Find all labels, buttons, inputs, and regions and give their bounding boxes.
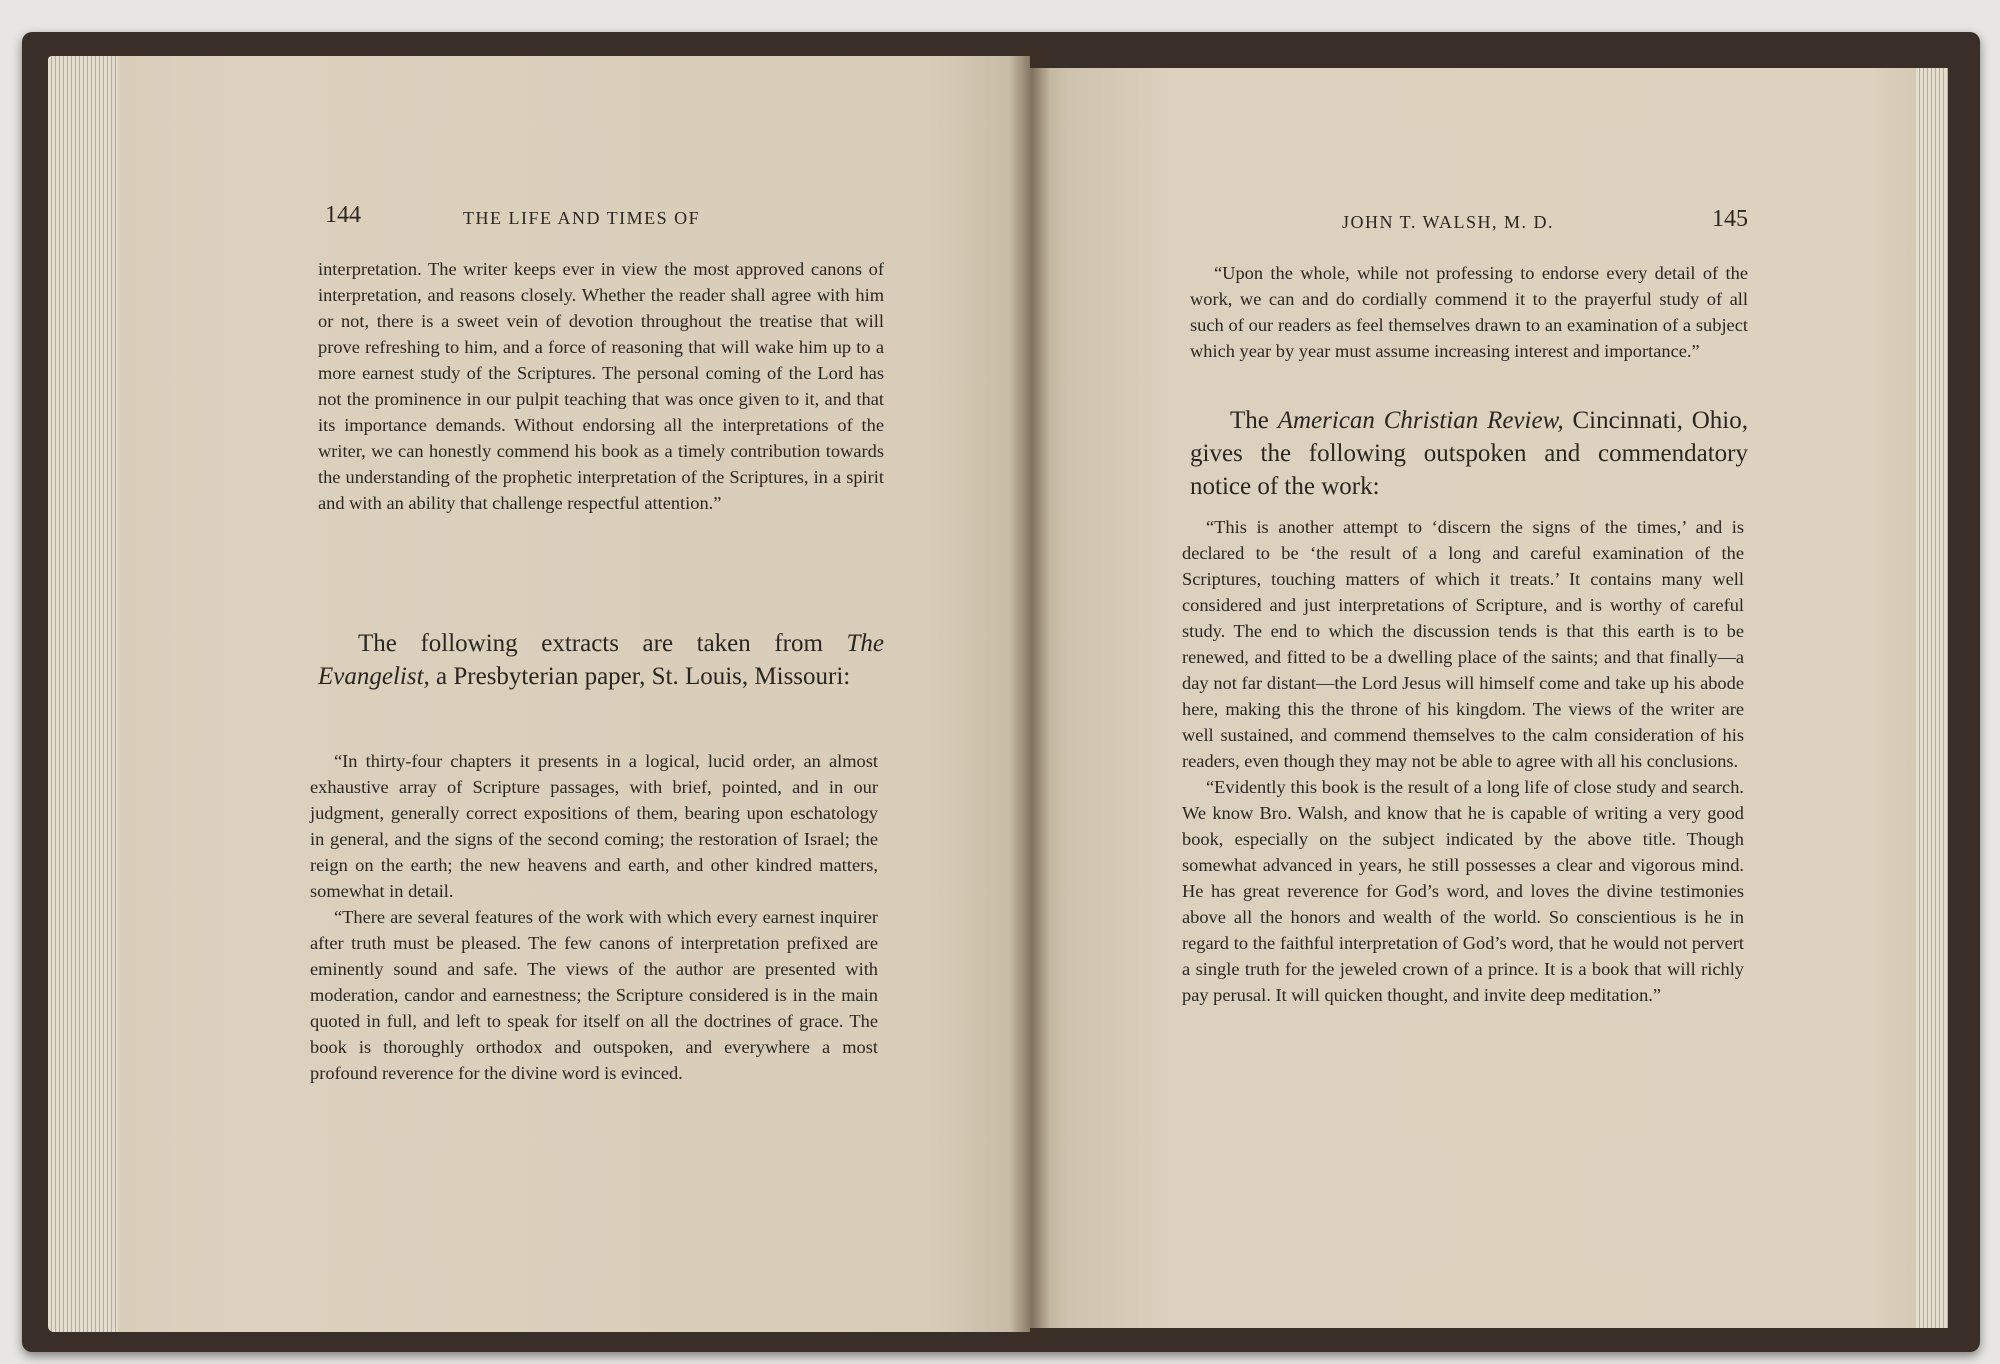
left-intro-after: a Presbyterian paper, St. Louis, Missouri: — [429, 663, 851, 690]
right-page-edges — [1916, 68, 1948, 1328]
right-top-paragraph: “Upon the whole, while not professing to endorse every detail of the work, we can and do cordially commend it to the prayerful study of all such of our readers as feel themselves drawn to an examination of a subject which year by year must assume increasing interest and importance.” — [1190, 263, 1748, 361]
right-page-number: 145 — [1712, 206, 1748, 232]
left-page-number: 144 — [325, 202, 361, 228]
book-gutter — [1010, 48, 1050, 1338]
left-quote-2: “There are several features of the work with which every earnest inquirer after truth must be pleased. The few canons of interpretation prefixed are eminently sound and safe. The views of the author are presented with moderation, candor and earnestness; the Scripture considered is in the main quoted in full, and left to speak for itself on all the doctrines of grace. The book is thoroughly orthodox and outspoken, and everywhere a most profound reverence for the divine word is evinced. — [310, 907, 878, 1083]
left-running-head: THE LIFE AND TIMES OF — [463, 208, 701, 228]
left-page-edges — [48, 56, 118, 1332]
left-top-paragraph-block — [318, 256, 884, 516]
right-intro-italic: American Christian Review, — [1277, 407, 1564, 434]
left-page — [48, 56, 1030, 1332]
right-quote-1: “This is another attempt to ‘discern the signs of the times,’ and is declared to be ‘the result of a long and careful examination of the Scriptures, touching matters of which it treats.’ It contains many well considered and just interpretations of Scripture, and is worthy of careful study. The end to which the discussion tends is that this earth is to be renewed, and fitted to be a dwelling place of the saints; and that finally—a day not far distant—the Lord Jesus will himself come and take up his abode here, making this the throne of his kingdom. The views of the writer are well sustained, and commend themselves to the calm consideration of his readers, even though they may not be able to agree with all his conclusions. — [1182, 517, 1744, 771]
left-intro-italic: The Evangelist, — [318, 630, 884, 690]
right-top-paragraph-block — [1190, 260, 1748, 364]
right-intro-before: The — [1230, 407, 1278, 434]
right-intro-paragraph — [1190, 404, 1748, 503]
left-intro-before: The following extracts are taken from — [358, 630, 847, 657]
left-top-paragraph: interpretation. The writer keeps ever in view the most approved canons of interpretation, and reasons closely. Whether the reader shall agree with him or not, there is a sweet vein of devotion throughout the treatise that will prove refreshing to him, and a force of reasoning that will wake him up to a more earnest study of the Scriptures. The personal coming of the Lord has not the prominence in our pulpit teaching that was once given to it, and that its importance demands. Without endorsing all the interpretations of the writer, we can honestly commend his book as a timely contribution towards the understanding of the prophetic interpretation of the Scriptures, in a spirit and with an ability that challenge respectful attention.” — [318, 259, 884, 513]
right-running-head: JOHN T. WALSH, M. D. — [1342, 212, 1555, 232]
right-quote-block — [1182, 514, 1744, 1008]
right-intro-after: Cincinnati, Ohio, gives the following outspoken and commendatory notice of the work: — [1190, 407, 1748, 500]
left-quote-block — [310, 748, 878, 1086]
left-intro-paragraph — [318, 627, 884, 693]
left-quote-1: “In thirty-four chapters it presents in a logical, lucid order, an almost exhaustive array of Scripture passages, with brief, pointed, and in our judgment, generally correct expositions of them, bearing upon eschatology in general, and the signs of the second coming; the restoration of Israel; the reign on the earth; the new heavens and earth, and other kindred matters, somewhat in detail. — [310, 751, 878, 901]
right-quote-2: “Evidently this book is the result of a long life of close study and search. We know Bro. Walsh, and know that he is capable of writing a very good book, especially on the subject indicated by the above title. Though somewhat advanced in years, he still possesses a clear and vigorous mind. He has great reverence for God’s word, and loves the divine testimonies above all the honors and wealth of the world. So conscientious is he in regard to the faithful interpretation of God’s word, that he would not pervert a single truth for the jeweled crown of a prince. It is a book that will richly pay perusal. It will quicken thought, and invite deep meditation.” — [1182, 777, 1744, 1005]
